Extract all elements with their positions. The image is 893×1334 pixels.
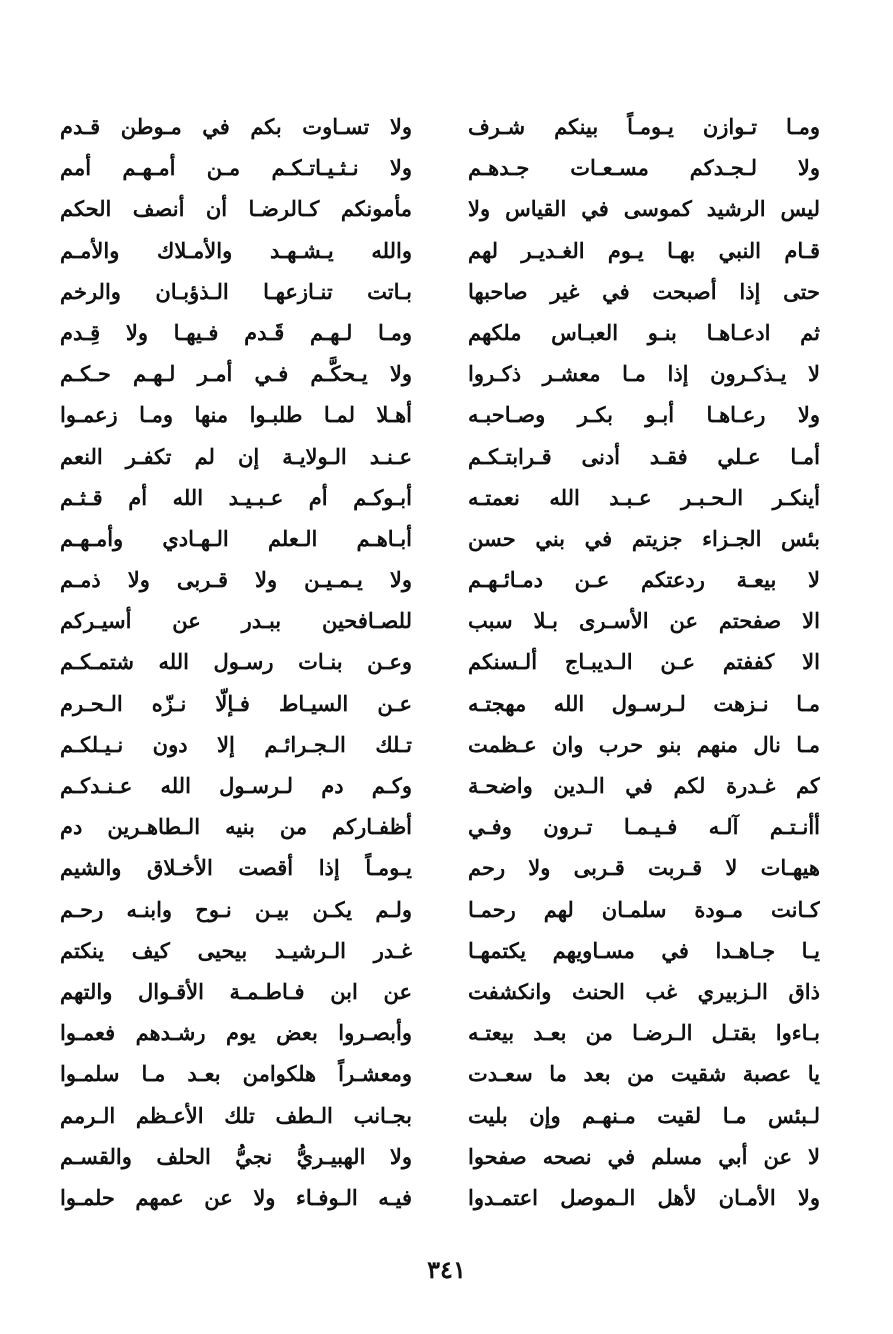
right-hemistich-26: لا عن أبي مسلم في نصحه صفحوا bbox=[468, 1143, 820, 1169]
left-column-second-hemistichs bbox=[60, 106, 412, 1218]
right-hemistich-10: أينكـر الـحـبـر عـبـد الله نعمتـه bbox=[468, 484, 820, 510]
right-hemistich-11: بئس الجـزاء جزيتم في بني حسن bbox=[468, 525, 820, 551]
left-hemistich-18: أظفـاركم من بنيه الـطاهـرين دم bbox=[60, 814, 412, 840]
left-hemistich-24: ومعشـراً هلكوامن بعـد مـا سلمـوا bbox=[60, 1061, 412, 1087]
right-hemistich-17: كم غـدرة لكم في الـدين واضحـة bbox=[468, 773, 820, 798]
left-hemistich-3: مأمونكم كـالرضـا أن أنصف الحكم bbox=[60, 196, 412, 222]
left-hemistich-26: ولا الهبيـريُّ نجيُّ الحلف والقسـم bbox=[60, 1143, 412, 1169]
page-number: ٣٤١ bbox=[427, 1255, 466, 1284]
right-hemistich-14: الا كففتم عـن الـديبـاج ألـسنكم bbox=[468, 649, 820, 675]
left-hemistich-1: ولا تسـاوت بكم في مـوطن قـدم bbox=[60, 114, 412, 139]
right-hemistich-15: مـا نـزهت لـرسـول الله مهجتـه bbox=[468, 690, 820, 716]
left-hemistich-19: يـومـاً إذا أقصت الأخـلاق والشيم bbox=[60, 855, 412, 881]
left-hemistich-8: أهـلا لمـا طلبـوا منها ومـا زعمـوا bbox=[60, 402, 412, 428]
right-hemistich-18: أأنـتـم آلـه فـيـمـا تـرون وفـي bbox=[468, 814, 820, 840]
right-hemistich-4: قـام النبي بهـا يـوم الغـديـر لهم bbox=[468, 237, 820, 263]
left-hemistich-21: غـدر الـرشيـد بيحيى كيف ينكتم bbox=[60, 937, 412, 963]
right-hemistich-25: لـبئس مـا لقيت مـنهـم وإن بليت bbox=[468, 1102, 820, 1128]
left-hemistich-14: وعـن بنـات رسـول الله شتمـكـم bbox=[60, 649, 412, 675]
right-hemistich-12: لا بيعـة ردعتكم عـن دمـائـهـم bbox=[468, 567, 820, 593]
right-hemistich-24: يا عصبة شقيت من بعد ما سعـدت bbox=[468, 1061, 820, 1087]
right-hemistich-1: ومـا تـوازن يـومـاً بينكم شـرف bbox=[468, 114, 820, 139]
right-hemistich-13: الا صفحتم عن الأسـرى بـلا سبب bbox=[468, 608, 820, 634]
left-hemistich-11: أبـاهـم الـعلم الـهـادي وأمـهـم bbox=[60, 525, 412, 551]
right-hemistich-20: كـانت مـودة سلمـان لهم رحمـا bbox=[468, 896, 820, 922]
right-hemistich-19: هيهـات لا قـربت قـربى ولا رحم bbox=[468, 855, 820, 881]
left-hemistich-10: أبـوكـم أم عـبـيـد الله أم قـثـم bbox=[60, 484, 412, 510]
left-hemistich-15: عـن السيـاط فـإلّا نـزّه الـحـرم bbox=[60, 690, 412, 716]
right-hemistich-23: بـاءوا بقتـل الـرضـا من بعـد بيعتـه bbox=[468, 1020, 820, 1046]
left-hemistich-12: ولا يـمـيـن ولا قـربى ولا ذمـم bbox=[60, 567, 412, 593]
left-hemistich-27: فيـه الـوفـاء ولا عن عمهم حلمـوا bbox=[60, 1184, 412, 1210]
left-hemistich-20: ولـم يكـن بيـن نـوح وابنـه رحـم bbox=[60, 896, 412, 922]
right-column-first-hemistichs bbox=[468, 106, 820, 1218]
left-hemistich-9: عـنـد الـولايـة إن لم تكفـر النعم bbox=[60, 443, 412, 469]
right-hemistich-2: ولا لـجـدكم مسـعـات جـدهـم bbox=[468, 155, 820, 181]
right-hemistich-3: ليس الرشيد كموسى في القياس ولا bbox=[468, 196, 820, 222]
left-hemistich-7: ولا يـحكَّـم فـي أمـر لـهـم حـكـم bbox=[60, 361, 412, 387]
right-hemistich-9: أمـا عـلي فقـد أدنى قـرابتـكـم bbox=[468, 443, 820, 469]
left-hemistich-5: بـاتت تنـازعهـا الـذؤبـان والرخم bbox=[60, 278, 412, 304]
left-hemistich-4: والله يـشـهـد والأمـلاك والأمـم bbox=[60, 237, 412, 263]
left-hemistich-6: ومـا لـهـم قَـدم فـيهـا ولا قِـدم bbox=[60, 319, 412, 345]
left-hemistich-16: تـلك الـجـرائـم إلا دون نـيـلكـم bbox=[60, 731, 412, 757]
right-hemistich-16: مـا نال منهم بنو حرب وان عـظمت bbox=[468, 731, 820, 757]
left-hemistich-23: وأبصـروا بعض يوم رشـدهم فعمـوا bbox=[60, 1020, 412, 1046]
left-hemistich-13: للصـافحين ببـدر عن أسيـركم bbox=[60, 608, 412, 634]
right-hemistich-8: ولا رعـاهـا أبـو بكـر وصـاحبـه bbox=[468, 402, 820, 428]
right-hemistich-27: ولا الأمـان لأهل الـموصل اعتمـدوا bbox=[468, 1184, 820, 1210]
left-hemistich-25: بجـانب الـطف تلك الأعـظم الـرمم bbox=[60, 1102, 412, 1128]
right-hemistich-21: يـا جـاهـدا في مسـاويهم يكتمهـا bbox=[468, 937, 820, 963]
right-hemistich-6: ثم ادعـاهـا بنـو العبـاس ملكهم bbox=[468, 319, 820, 345]
left-hemistich-2: ولا نـثـيـاتـكـم مـن أمـهـم أمم bbox=[60, 155, 412, 181]
left-hemistich-22: عن ابن فـاطـمـة الأقـوال والتهم bbox=[60, 978, 412, 1004]
left-hemistich-17: وكـم دم لـرسـول الله عـنـدكـم bbox=[60, 773, 412, 798]
right-hemistich-22: ذاق الـزبيري غب الحنث وانكشفت bbox=[468, 978, 820, 1004]
right-hemistich-7: لا يـذكـرون إذا مـا معشـر ذكـروا bbox=[468, 361, 820, 387]
right-hemistich-5: حتى إذا أصبحت في غير صاحبها bbox=[468, 278, 820, 304]
poem-body bbox=[60, 106, 820, 1218]
